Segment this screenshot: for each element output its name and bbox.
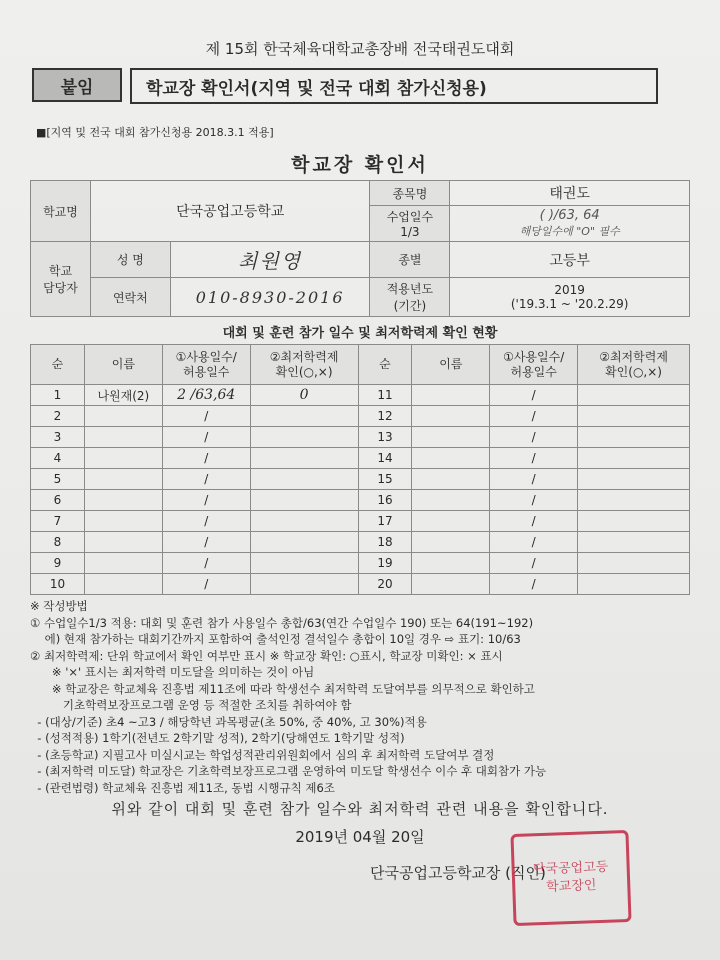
row-check <box>578 385 690 406</box>
col-no-right: 순 <box>358 345 412 385</box>
days-label-line2: 1/3 <box>400 225 420 239</box>
col-days-right <box>490 345 578 385</box>
row-number: 2 <box>31 406 85 427</box>
contact-label: 연락처 <box>90 278 170 317</box>
row-number: 16 <box>358 490 412 511</box>
row-number: 3 <box>31 427 85 448</box>
row-check <box>250 427 358 448</box>
table-row <box>31 574 690 595</box>
row-number: 12 <box>358 406 412 427</box>
row-name <box>84 448 162 469</box>
document-title: 학교장 확인서(지역 및 전국 대회 참가신청용) <box>130 68 658 104</box>
school-value: 단국공업고등학교 <box>90 181 370 242</box>
col-days-right-line2: 허용일수 <box>510 364 557 379</box>
row-check <box>578 574 690 595</box>
applied-note: ■[지역 및 전국 대회 참가신청용 2018.3.1 적용] <box>36 126 274 139</box>
row-number: 14 <box>358 448 412 469</box>
row-days: / <box>490 469 578 490</box>
row-name <box>412 385 490 406</box>
row-days: / <box>490 511 578 532</box>
row-name <box>84 406 162 427</box>
official-seal-icon <box>510 830 631 926</box>
instruction-line: ※ '×' 표시는 최저학력 미도달을 의미하는 것이 아님 <box>30 665 315 679</box>
row-check: 0 <box>250 385 358 406</box>
row-name: 나원재(2) <box>84 385 162 406</box>
participation-table <box>30 344 690 595</box>
row-number: 10 <box>31 574 85 595</box>
table-row <box>31 385 690 406</box>
row-days: / <box>490 574 578 595</box>
row-name <box>84 469 162 490</box>
row-name <box>412 427 490 448</box>
table-row <box>31 406 690 427</box>
row-name <box>412 406 490 427</box>
manager-name: 최원영 <box>170 242 370 278</box>
row-check <box>250 553 358 574</box>
row-check <box>250 469 358 490</box>
row-name <box>412 553 490 574</box>
row-name <box>84 532 162 553</box>
manager-label <box>31 242 91 317</box>
row-name <box>84 574 162 595</box>
row-check <box>578 490 690 511</box>
instruction-line: - (성적적용) 1학기(전년도 2학기말 성적), 2학기(당해연도 1학기말 성적) <box>30 731 405 745</box>
row-check <box>578 427 690 448</box>
row-number: 1 <box>31 385 85 406</box>
sport-label: 종목명 <box>370 181 450 206</box>
row-check <box>250 448 358 469</box>
row-name <box>84 427 162 448</box>
row-days: / <box>490 553 578 574</box>
col-days-right-line1: ①사용일수/ <box>503 349 565 364</box>
row-number: 8 <box>31 532 85 553</box>
days-label <box>370 206 450 242</box>
row-check <box>578 406 690 427</box>
row-days: 2 /63,64 <box>162 385 250 406</box>
col-days-line2: 허용일수 <box>183 364 230 379</box>
days-value: ( )/63, 64 <box>539 208 600 223</box>
col-name-right: 이름 <box>412 345 490 385</box>
row-days: / <box>490 385 578 406</box>
attachment-label: 붙임 <box>32 68 122 102</box>
row-days: / <box>162 469 250 490</box>
row-check <box>578 553 690 574</box>
confirm-date: 2019년 04월 20일 <box>295 828 425 846</box>
col-min-right <box>578 345 690 385</box>
year-label <box>370 278 450 317</box>
row-days: / <box>162 532 250 553</box>
row-name <box>84 490 162 511</box>
instructions <box>30 598 700 796</box>
col-min <box>250 345 358 385</box>
principal-signature: 단국공업고등학교장 (직인) <box>370 864 546 882</box>
row-check <box>250 490 358 511</box>
row-name <box>84 553 162 574</box>
row-number: 18 <box>358 532 412 553</box>
row-number: 4 <box>31 448 85 469</box>
row-check <box>250 406 358 427</box>
row-days: / <box>162 448 250 469</box>
row-number: 17 <box>358 511 412 532</box>
row-check <box>578 532 690 553</box>
manager-label-line1: 학교 <box>48 264 73 278</box>
row-days: / <box>490 490 578 511</box>
col-min-right-line1: ②최저학력제 <box>599 349 668 364</box>
instruction-line: 기초학력보장프로그램 운영 등 적절한 조치를 취하여야 함 <box>30 698 352 712</box>
main-title: 학교장 확인서 <box>291 154 429 176</box>
instruction-line: - (관련법령) 학교체육 진흥법 제11조, 동법 시행규칙 제6조 <box>30 780 335 795</box>
row-days: / <box>490 448 578 469</box>
days-note: 해당일수에 "O" 필수 <box>519 225 620 238</box>
row-name <box>412 448 490 469</box>
instruction-line: ① 수업일수1/3 적용: 대회 및 훈련 참가 사용일수 총합/63(연간 수업일수 190) 또는 64(191~192) <box>30 615 534 630</box>
row-days: / <box>162 427 250 448</box>
row-days: / <box>490 427 578 448</box>
instruction-line: ※ 학교장은 학교체육 진흥법 제11조에 따라 학생선수 최저학력 도달여부를 의무적으로 확인하고 <box>30 681 535 696</box>
school-label: 학교명 <box>31 181 91 242</box>
manager-label-line2: 담당자 <box>43 281 78 295</box>
row-number: 19 <box>358 553 412 574</box>
row-number: 5 <box>31 469 85 490</box>
row-check <box>250 574 358 595</box>
col-days <box>162 345 250 385</box>
row-days: / <box>162 406 250 427</box>
table-row <box>31 427 690 448</box>
row-check <box>250 511 358 532</box>
row-days: / <box>490 532 578 553</box>
row-check <box>250 532 358 553</box>
row-number: 11 <box>358 385 412 406</box>
row-name <box>412 511 490 532</box>
row-number: 15 <box>358 469 412 490</box>
row-days: / <box>162 574 250 595</box>
instruction-line: - (초등학교) 지필고사 미실시교는 학업성적관리위원회에서 심의 후 최저학력 도달여부 결정 <box>30 747 495 762</box>
row-number: 6 <box>31 490 85 511</box>
row-check <box>578 511 690 532</box>
row-number: 13 <box>358 427 412 448</box>
sport-value: 태권도 <box>450 181 690 206</box>
instruction-line: ※ 작성방법 <box>30 599 88 613</box>
year-label-line1: 적용년도 <box>386 282 434 296</box>
seal-text: 단국공업고등학교장인 <box>532 859 609 895</box>
table-row <box>31 469 690 490</box>
row-name <box>412 532 490 553</box>
row-number: 9 <box>31 553 85 574</box>
col-name: 이름 <box>84 345 162 385</box>
row-number: 20 <box>358 574 412 595</box>
row-days: / <box>162 553 250 574</box>
year-period: ('19.3.1 ~ '20.2.29) <box>510 297 629 311</box>
row-name <box>84 511 162 532</box>
row-days: / <box>490 406 578 427</box>
row-name <box>412 469 490 490</box>
days-cell <box>450 206 690 242</box>
days-label-line1: 수업일수 <box>386 210 434 224</box>
table-row <box>31 490 690 511</box>
info-table <box>30 180 690 317</box>
class-value: 고등부 <box>450 242 690 278</box>
instruction-line: - (최저학력 미도달) 학교장은 기초학력보장프로그램 운영하여 미도달 학생선수 이수 후 대회참가 가능 <box>30 764 547 778</box>
table-row <box>31 553 690 574</box>
col-min-right-line2: 확인(○,×) <box>605 364 662 379</box>
section-title: 대회 및 훈련 참가 일수 및 최저학력제 확인 현황 <box>222 326 498 341</box>
instruction-line: - (대상/기준) 초4 ~고3 / 해당학년 과목평균(초 50%, 중 40%, 고 30%)적용 <box>30 714 427 729</box>
row-days: / <box>162 511 250 532</box>
row-name <box>412 490 490 511</box>
table-row <box>31 532 690 553</box>
row-number: 7 <box>31 511 85 532</box>
col-min-line1: ②최저학력제 <box>269 349 339 364</box>
name-label: 성 명 <box>90 242 170 278</box>
year-label-line2: (기간) <box>393 299 427 313</box>
year-value: 2019 <box>554 283 585 297</box>
col-no: 순 <box>31 345 85 385</box>
row-name <box>412 574 490 595</box>
year-cell <box>450 278 690 317</box>
col-days-line1: ①사용일수/ <box>175 349 237 364</box>
instruction-line: 에) 현재 참가하는 대회기간까지 포함하여 출석인정 결석일수 총합이 10일 경우 ⇨ 표기: 10/63 <box>30 632 521 646</box>
instruction-line: ② 최저학력제: 단위 학교에서 확인 여부만 표시 ※ 학교장 확인: ○표시, 학교장 미확인: × 표시 <box>30 648 503 663</box>
confirm-statement: 위와 같이 대회 및 훈련 참가 일수와 최저학력 관련 내용을 확인합니다. <box>111 800 609 818</box>
row-days: / <box>162 490 250 511</box>
table-row <box>31 448 690 469</box>
col-min-line2: 확인(○,×) <box>275 364 333 379</box>
manager-contact: 010-8930-2016 <box>170 278 370 317</box>
row-check <box>578 469 690 490</box>
competition-title: 제 15회 한국체육대학교총장배 전국태권도대회 <box>205 40 515 58</box>
class-label: 종별 <box>370 242 450 278</box>
table-row <box>31 511 690 532</box>
row-check <box>578 448 690 469</box>
